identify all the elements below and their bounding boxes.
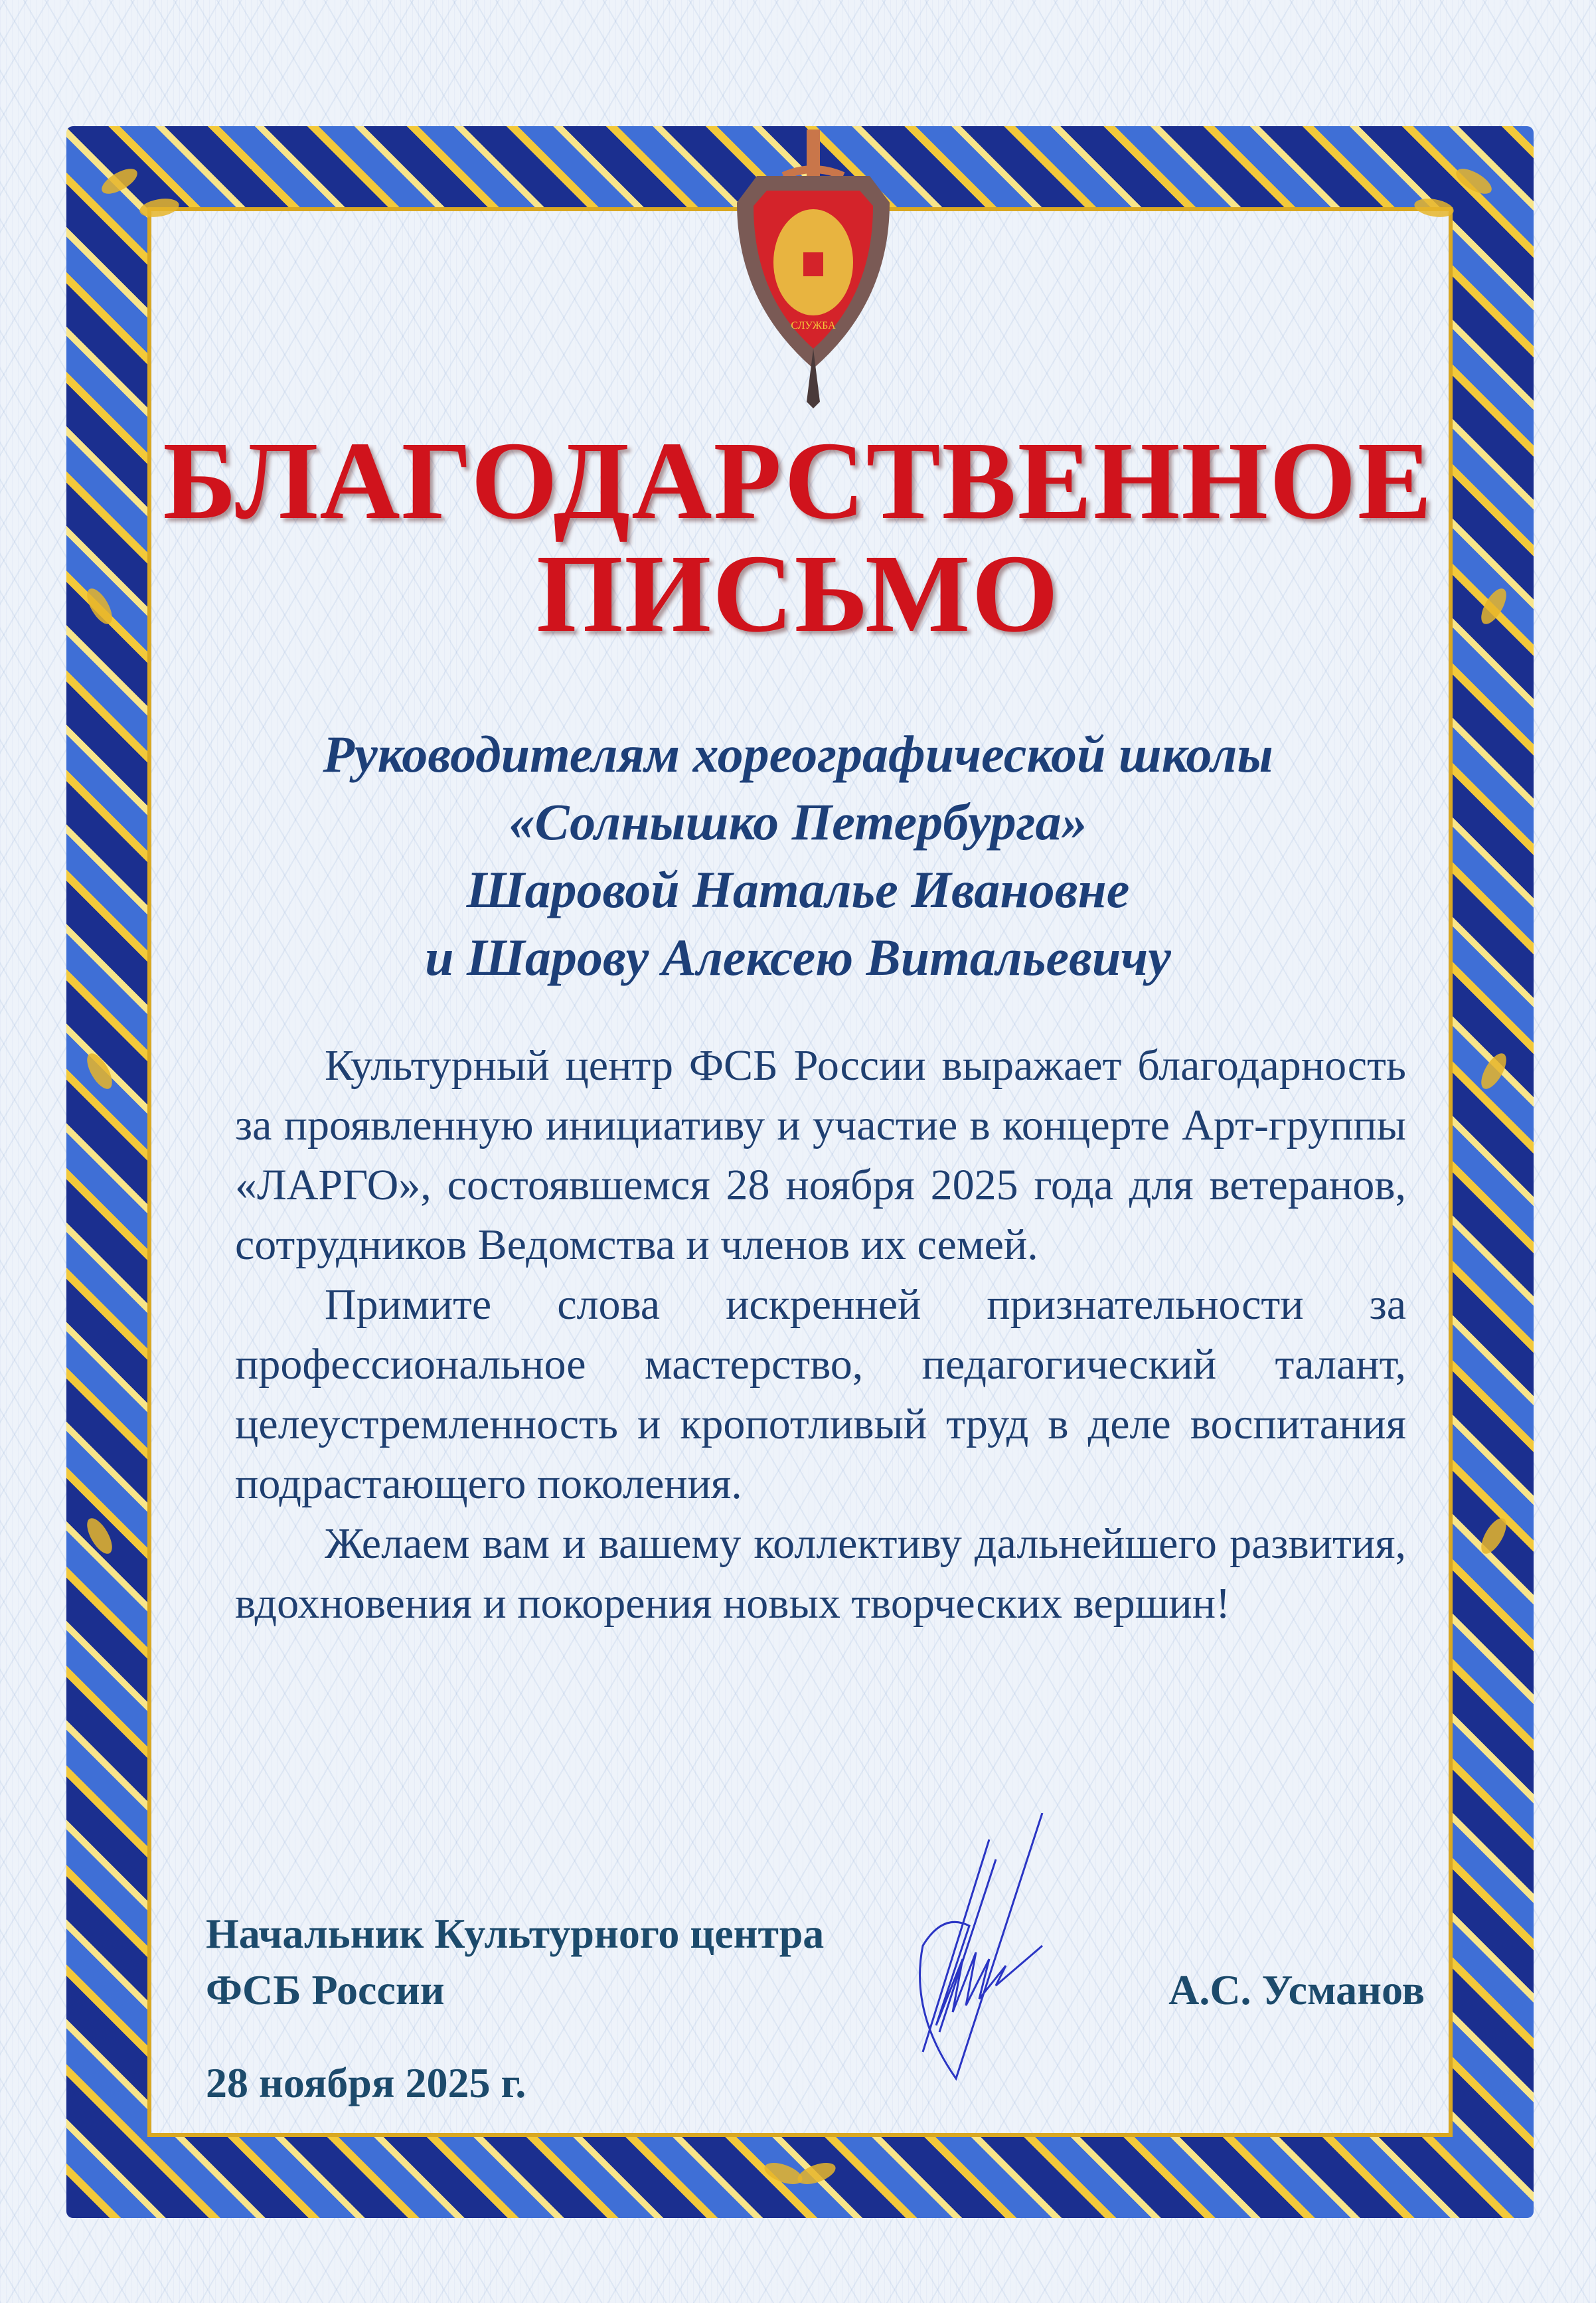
emblem-text: СЛУЖБА (791, 320, 836, 331)
body-paragraph: Культурный центр ФСБ России выражает благодарность за проявленную инициативу и участие в концерте Арт-группы «ЛАРГО», состоявшемся 28 ноября 2025 года для ветеранов, сотрудников Ведомства и членов их семей. (235, 1041, 1406, 1269)
letter-date: 28 ноября 2025 г. (206, 2059, 526, 2106)
addressee-line: Шаровой Наталье Ивановне (466, 861, 1130, 918)
title-line2: ПИСЬМО (536, 532, 1060, 655)
signer-position-line2: ФСБ России (206, 1966, 445, 2013)
signer-position-line1: Начальник Культурного центра (206, 1910, 825, 1957)
body-paragraph: Желаем вам и вашему коллективу дальнейшего развития, вдохновения и покорения новых творческих вершин! (235, 1519, 1406, 1628)
body-paragraph: Примите слова искренней признательности за профессиональное мастерство, педагогический талант, целеустремленность и кропотливый труд в деле воспитания подрастающего поколения. (235, 1280, 1406, 1508)
signer-name: А.С. Усманов (1168, 1966, 1425, 2013)
addressee-line: Руководителям хореографической школы (323, 725, 1273, 783)
title-line1: БЛАГОДАРСТВЕННОЕ (163, 419, 1433, 543)
addressee-line: и Шарову Алексею Витальевичу (425, 928, 1171, 986)
addressee (0, 721, 1596, 991)
addressee-line: «Солнышко Петербурга» (509, 793, 1087, 851)
letter-body (235, 1036, 1406, 1634)
handwritten-signature (823, 1813, 1168, 2105)
fsb-emblem-icon (730, 129, 896, 408)
